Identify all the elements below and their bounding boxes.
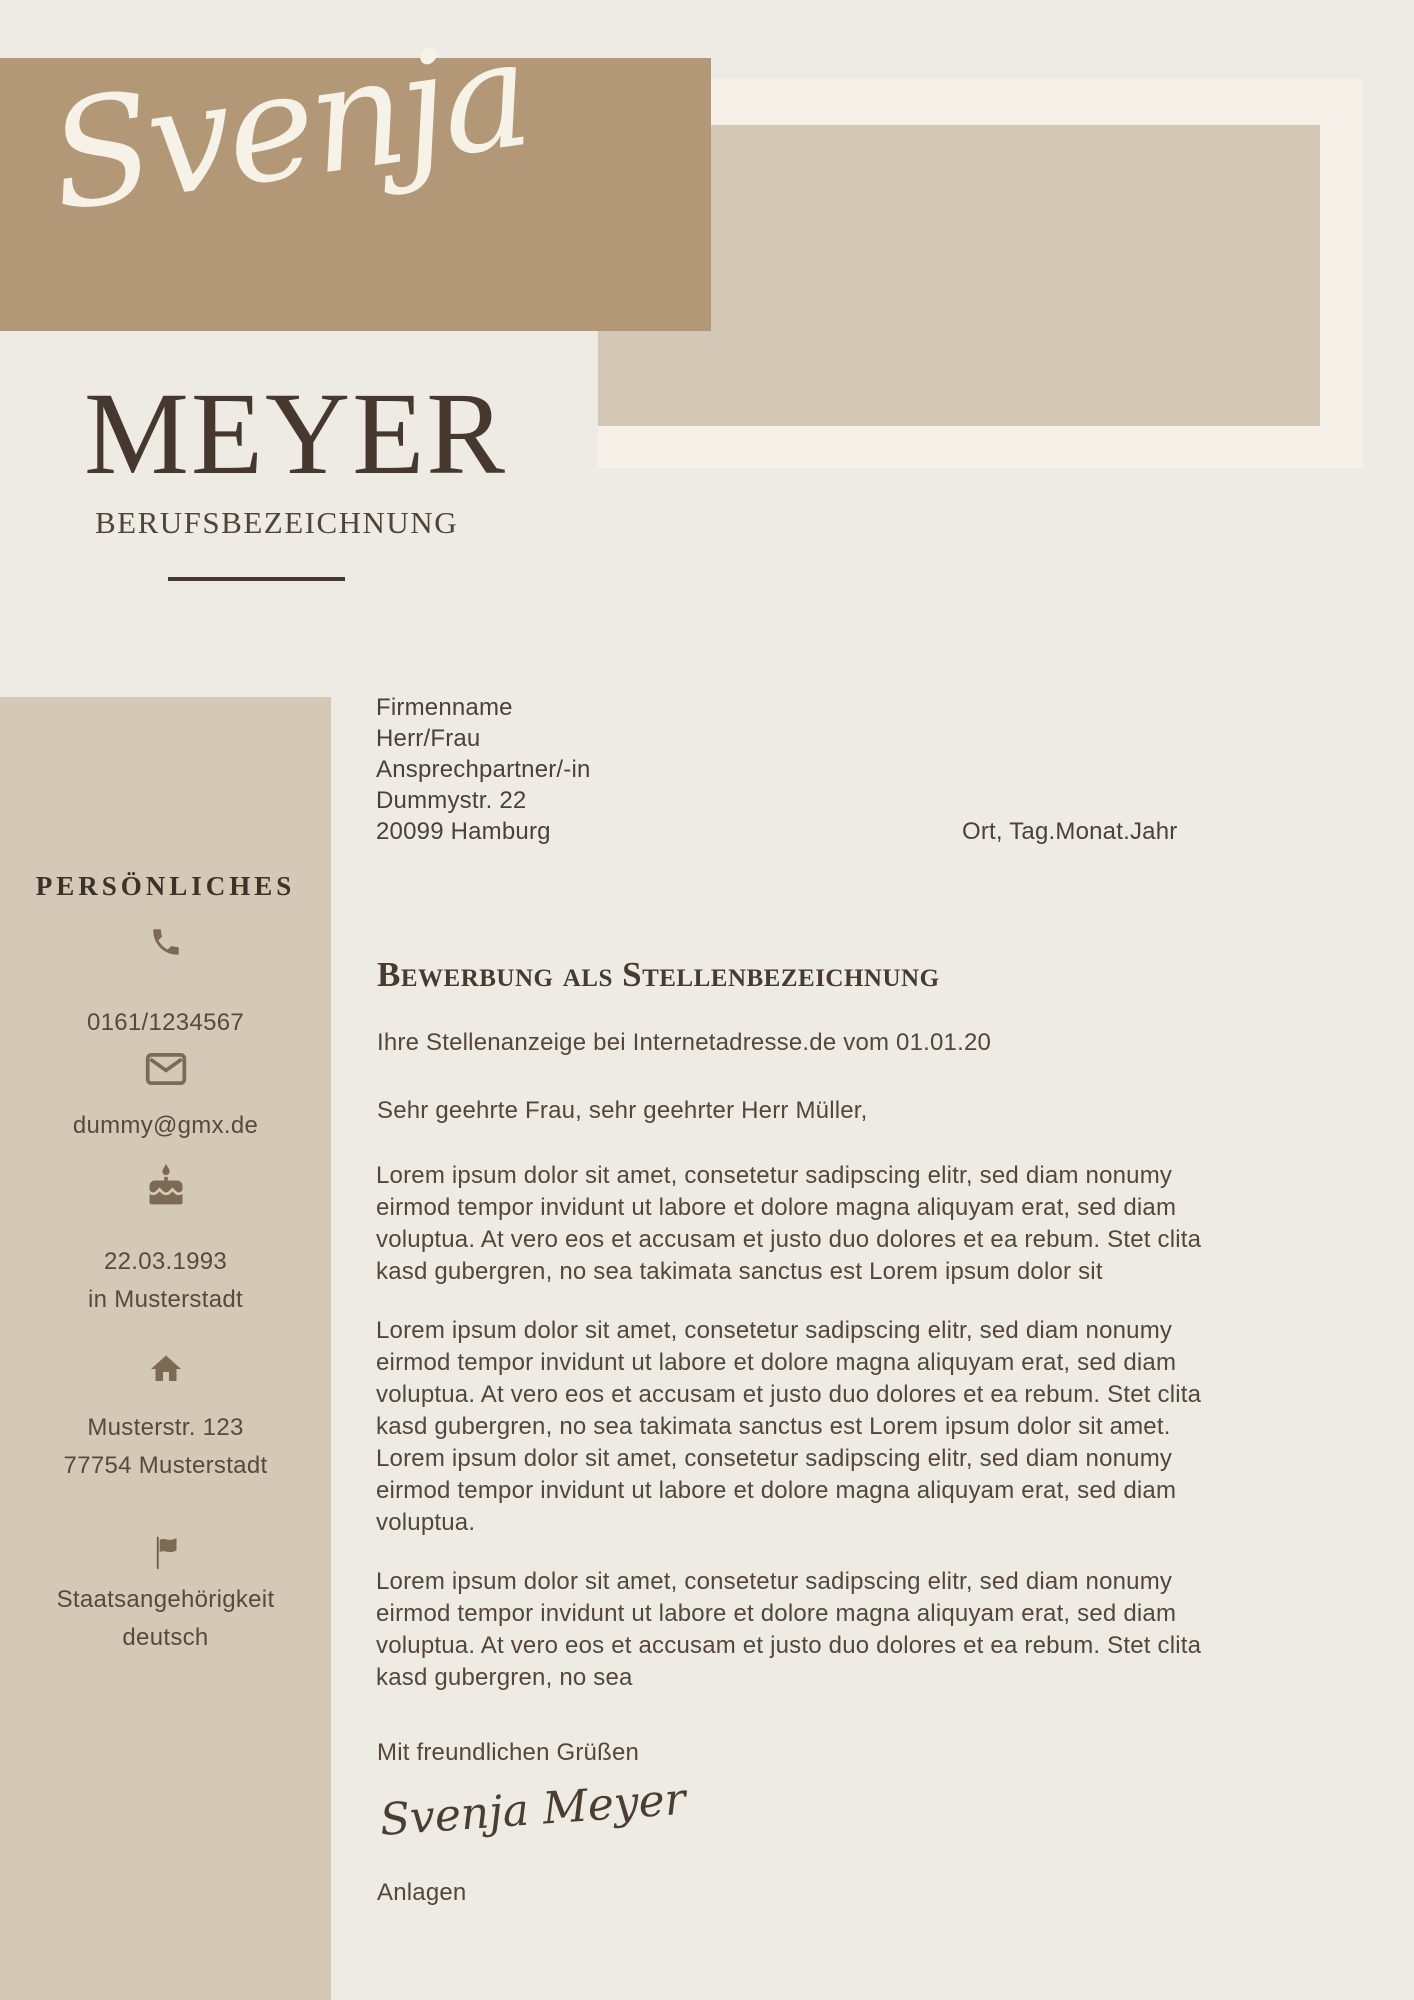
last-name-heading: MEYER	[84, 368, 507, 499]
job-title-heading: BERUFSBEZEICHNUNG	[95, 505, 459, 540]
nationality: Staatsangehörigkeit deutsch	[56, 1586, 275, 1651]
cake-icon	[0, 1164, 331, 1208]
paragraph-3: Lorem ipsum dolor sit amet, consetetur sadipscing elitr, sed diam nonumy eirmod tempor invidunt ut labore et dolore magna aliquyam erat, sed diam voluptua. At vero eos et accusam et justo duo dolores et ea rebum. Stet clita kasd gubergren, no sea	[376, 1568, 1202, 1691]
subject-line: Bewerbung als Stellenbezeichnung	[377, 955, 940, 994]
phone-icon	[0, 925, 331, 959]
reference-line: Ihre Stellenanzeige bei Internetadresse.de vom 01.01.20	[377, 1029, 992, 1056]
date-place-line: Ort, Tag.Monat.Jahr	[962, 818, 1178, 845]
paragraph-1: Lorem ipsum dolor sit amet, consetetur sadipscing elitr, sed diam nonumy eirmod tempor invidunt ut labore et dolore magna aliquyam erat, sed diam voluptua. At vero eos et accusam et justo duo dolores et ea rebum. Stet clita kasd gubergren, no sea takimata sanctus est Lorem ipsum dolor sit	[376, 1162, 1202, 1285]
closing-line: Mit freundlichen Grüßen	[377, 1739, 640, 1766]
envelope-icon	[0, 1052, 331, 1086]
email-address: dummy@gmx.de	[72, 1112, 259, 1139]
first-name-script: Svenja	[39, 7, 538, 245]
flag-icon	[0, 1529, 331, 1577]
postal-address: Musterstr. 123 77754 Musterstadt	[63, 1414, 268, 1479]
phone-number: 0161/1234567	[86, 1009, 245, 1036]
signature-script: Svenja Meyer	[378, 1773, 688, 1846]
recipient-address: Firmenname Herr/Frau Ansprechpartner/-in Dummystr. 22 20099 Hamburg	[376, 694, 591, 845]
paragraph-2: Lorem ipsum dolor sit amet, consetetur sadipscing elitr, sed diam nonumy eirmod tempor invidunt ut labore et dolore magna aliquyam erat, sed diam voluptua. At vero eos et accusam et justo duo dolores et ea rebum. Stet clita kasd gubergren, no sea takimata sanctus est Lorem ipsum dolor sit amet. Lorem ipsum dolor sit amet, consetetur sadipscing elitr, sed diam nonumy eirmod tempor invidunt ut labore et dolore magna aliquyam erat, sed diam voluptua.	[376, 1317, 1202, 1536]
salutation: Sehr geehrte Frau, sehr geehrter Herr Müller,	[377, 1097, 868, 1124]
enclosures-line: Anlagen	[377, 1879, 467, 1906]
sidebar-personal	[0, 697, 331, 2000]
heading-divider	[168, 577, 345, 581]
birth-date: 22.03.1993 in Musterstadt	[88, 1248, 243, 1313]
sidebar-title: PERSÖNLICHES	[35, 871, 296, 901]
home-icon	[0, 1351, 331, 1387]
